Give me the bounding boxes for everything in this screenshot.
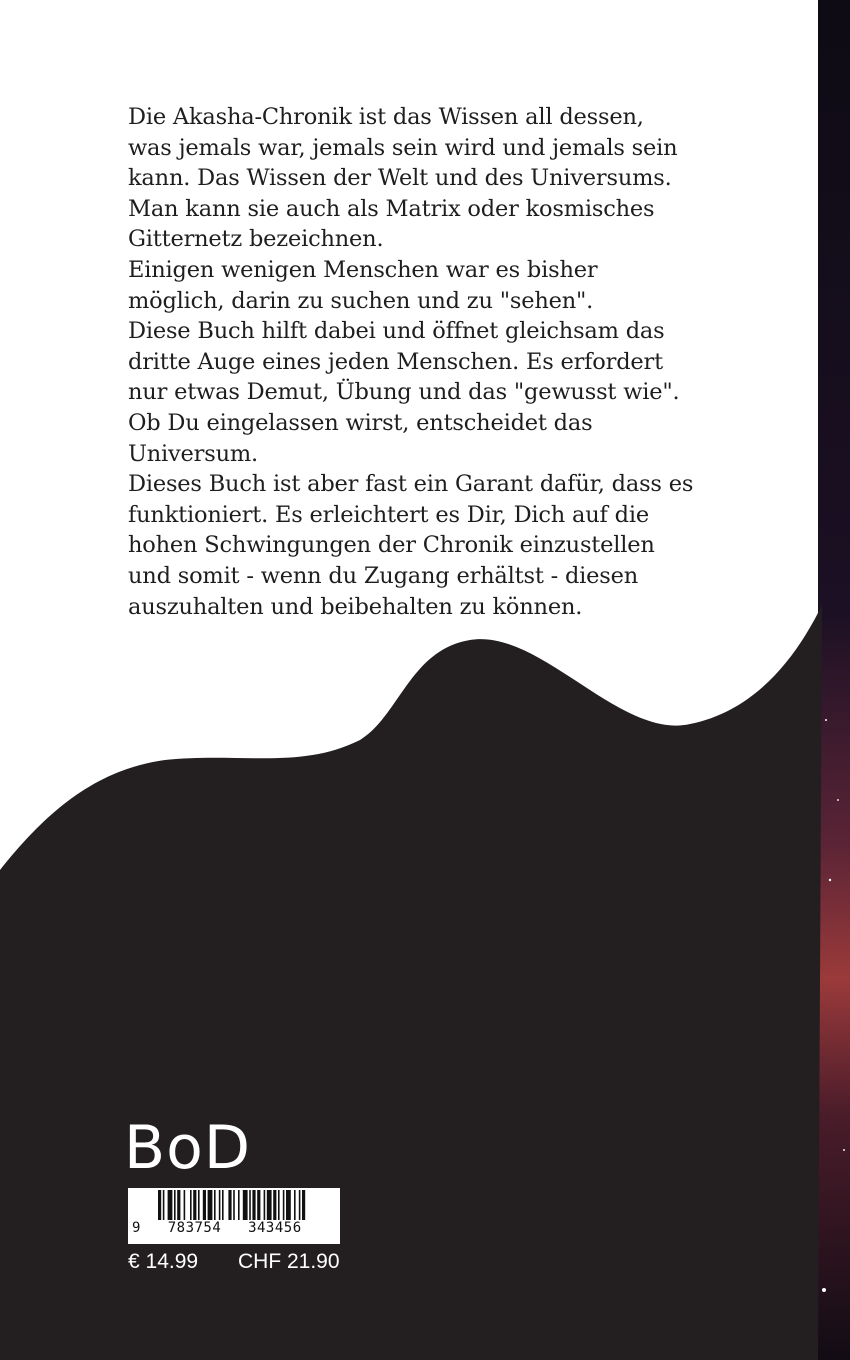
- isbn-number: 9 783754 343456: [132, 1220, 302, 1236]
- blurb-line: möglich, darin zu suchen und zu "sehen".: [128, 287, 594, 314]
- blurb-line: was jemals war, jemals sein wird und jemals sein: [128, 134, 678, 161]
- blurb-line: Man kann sie auch als Matrix oder kosmisches: [128, 195, 655, 222]
- blurb-line: dritte Auge eines jeden Menschen. Es erfordert: [128, 348, 663, 375]
- barcode-bar: [249, 1190, 251, 1220]
- barcode-bar: [222, 1190, 224, 1220]
- barcode-bar: [257, 1190, 260, 1220]
- blurb-line: Diese Buch hilft dabei und öffnet gleichsam das: [128, 318, 665, 345]
- barcode-bar: [299, 1190, 301, 1220]
- blurb-line: hohen Schwingungen der Chronik einzustellen: [128, 532, 655, 559]
- barcode-bar: [193, 1190, 196, 1220]
- blurb-line: Ob Du eingelassen wirst, entscheidet das: [128, 409, 593, 436]
- blurb-line: Gitternetz bezeichnen.: [128, 226, 384, 253]
- barcode-bar: [233, 1190, 235, 1220]
- barcode-bar: [286, 1190, 291, 1220]
- barcode-bar: [267, 1190, 272, 1220]
- barcode-bar: [203, 1190, 206, 1220]
- blurb-line: funktioniert. Es erleichtert es Dir, Dich auf die: [128, 501, 649, 528]
- barcode-bar: [302, 1190, 305, 1220]
- blurb-line: Dieses Buch ist aber fast ein Garant dafür, dass es: [128, 471, 694, 498]
- barcode-bar: [177, 1190, 180, 1220]
- barcode-bar: [273, 1190, 276, 1220]
- barcode-bar: [264, 1190, 266, 1220]
- barcode-bar: [198, 1190, 200, 1220]
- barcode-bar: [228, 1190, 231, 1220]
- barcode-bar: [168, 1190, 173, 1220]
- blurb-line: nur etwas Demut, Übung und das "gewusst wie".: [128, 379, 680, 406]
- barcode-bars: [128, 1188, 340, 1222]
- blurb-line: Einigen wenigen Menschen war es bisher: [128, 256, 598, 283]
- blurb-line: Universum.: [128, 440, 258, 467]
- price-chf: CHF 21.90: [238, 1250, 340, 1273]
- blurb-line: Die Akasha-Chronik ist das Wissen all dessen,: [128, 104, 644, 130]
- barcode-bar: [278, 1190, 280, 1220]
- barcode-bar: [163, 1190, 165, 1220]
- barcode-bar: [243, 1190, 248, 1220]
- barcode-bar: [184, 1190, 186, 1220]
- blurb-line: kann. Das Wissen der Welt und des Universums.: [128, 165, 672, 192]
- barcode-bar: [190, 1190, 192, 1220]
- barcode-bar: [174, 1190, 176, 1220]
- publisher-logo: BoD: [124, 1113, 252, 1183]
- isbn-barcode: [128, 1188, 340, 1244]
- barcode-bar: [208, 1190, 213, 1220]
- barcode-bar: [283, 1190, 285, 1220]
- barcode-bar: [238, 1190, 240, 1220]
- barcode-bar: [158, 1190, 161, 1220]
- blurb-text: [128, 102, 728, 622]
- blurb-line: und somit - wenn du Zugang erhältst - diesen: [128, 562, 639, 589]
- barcode-bar: [294, 1190, 296, 1220]
- barcode-bar: [219, 1190, 221, 1220]
- barcode-bar: [252, 1190, 255, 1220]
- blurb-line: auszuhalten und beibehalten zu können.: [128, 593, 583, 620]
- barcode-bar: [214, 1190, 216, 1220]
- price-eur: € 14.99: [128, 1250, 199, 1273]
